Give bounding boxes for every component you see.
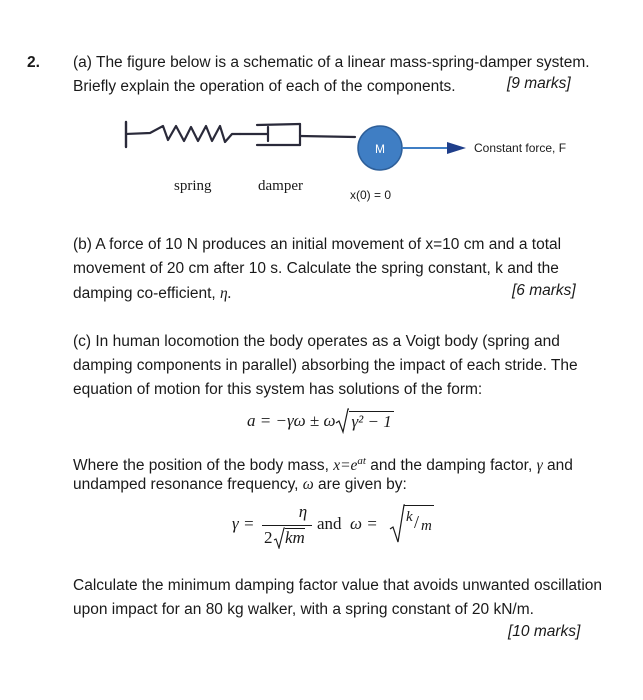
omega-equals: ω = [350,514,378,533]
where-line-2 [73,473,407,497]
denominator-radicand: km [285,528,305,547]
arrow-head-icon [447,142,466,154]
gamma-equals: γ = [232,514,255,533]
where-line-1-c: and [542,457,573,475]
denominator-coefficient: 2 [264,528,273,547]
part-c-line-2: damping components in parallel) absorbing the impact of each stride. The [73,357,578,374]
sqrt-overbar [404,505,434,506]
sqrt-icon [335,408,349,434]
mass-label: M [375,142,385,156]
initial-position-label: x(0) = 0 [350,188,392,202]
part-b-line-3 [73,282,232,306]
part-a-marks: [9 marks] [507,75,571,92]
and-word: and [317,514,342,533]
mass-spring-damper-diagram [0,0,643,230]
omega-symbol: ω [302,476,314,493]
damper-label: damper [258,178,303,194]
position-expression: x=e [333,457,358,475]
part-b-line-1: (b) A force of 10 N produces an initial movement of x=10 cm and a total [73,236,562,253]
part-b-line-2: movement of 20 cm after 10 s. Calculate the spring constant, k and the [73,260,559,277]
k-symbol: k [406,509,413,525]
calc-line-2: upon impact for an 80 kg walker, with a spring constant of 20 kN/m. [73,601,534,618]
damper-icon [240,124,355,145]
sqrt-icon [389,504,405,544]
where-line-2-a: undamped resonance frequency, [73,476,303,493]
fraction-numerator: η [298,502,308,521]
sqrt-icon [273,527,285,549]
equation-roots-radicand: γ² − 1 [351,411,392,431]
spring-label: spring [174,178,212,194]
part-b-marks: [6 marks] [512,282,576,299]
where-line-1-b: and the damping factor, [365,457,537,475]
part-a-line-2: Briefly explain the operation of each of the components. [73,78,456,95]
question-number: 2. [27,54,40,71]
force-label: Constant force, F [474,141,567,155]
part-c-line-3: equation of motion for this system has solutions of the form: [73,381,483,398]
equation-roots [247,408,394,436]
position-exponent: at [357,455,366,467]
m-symbol: m [421,518,432,534]
part-b-line-3-text: damping co-efficient, [73,285,221,302]
fraction-bar [262,525,312,526]
ratio-slash: / [414,512,420,532]
gamma-symbol: γ [536,457,543,475]
part-a-line-1: (a) The figure below is a schematic of a linear mass-spring-damper system. [73,54,590,71]
calc-line-1: Calculate the minimum damping factor value that avoids unwanted oscillation [73,577,603,594]
part-c-marks: [10 marks] [508,623,581,640]
spring-icon [126,126,240,142]
part-c-line-1: (c) In human locomotion the body operates as a Voigt body (spring and [73,333,560,350]
eta-symbol: η. [220,285,232,302]
where-line-1-a: Where the position of the body mass, [73,457,334,475]
equation-roots-lhs: a = −γω ± ω [247,411,336,430]
where-line-2-b: are given by: [313,476,407,493]
